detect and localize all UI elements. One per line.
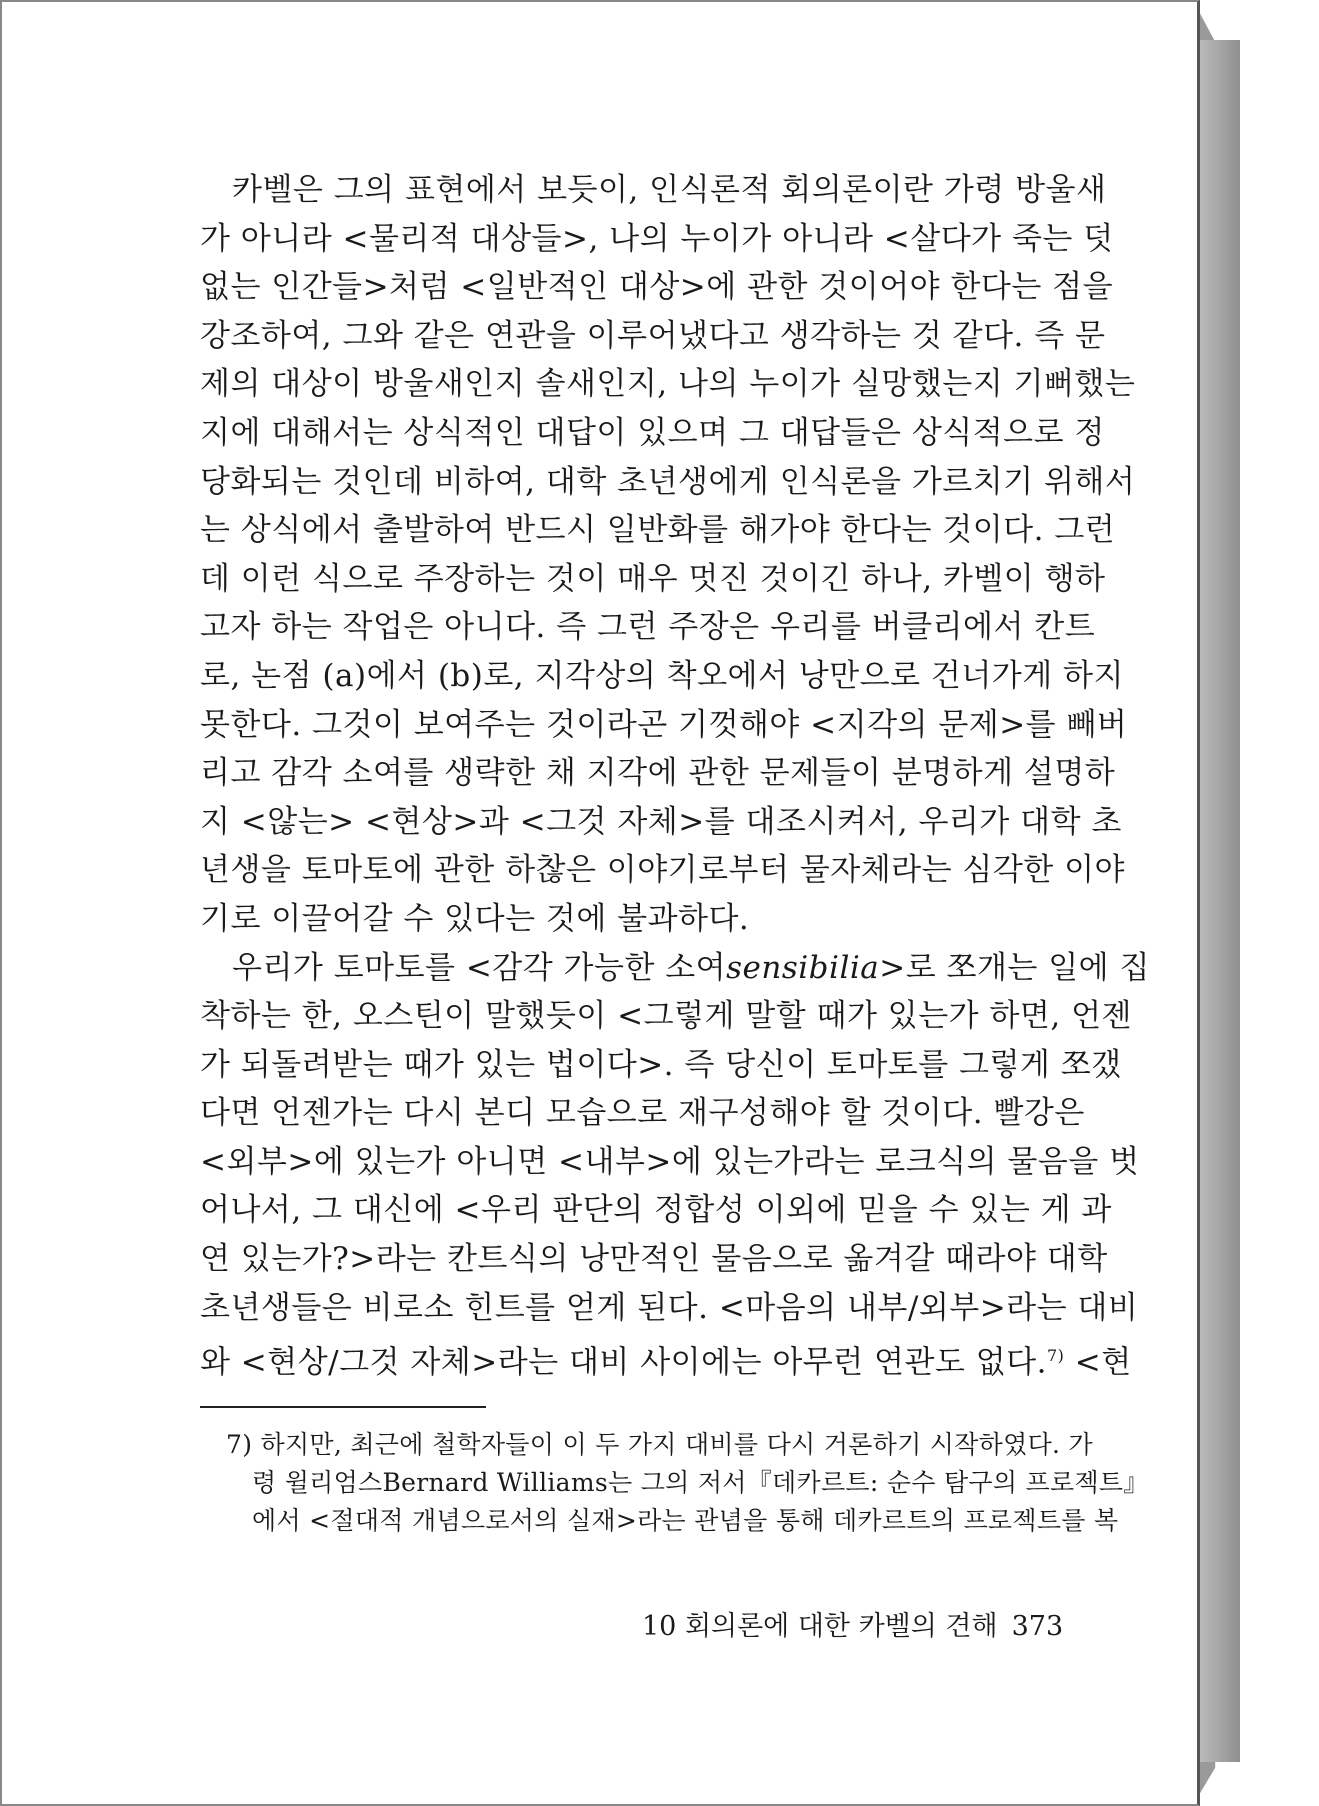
body-line: 고자 하는 작업은 아니다. 즉 그런 주장은 우리를 버클리에서 칸트 xyxy=(200,609,1096,646)
body-line: 강조하여, 그와 같은 연관을 이루어냈다고 생각하는 것 같다. 즉 문 xyxy=(200,317,1106,354)
body-line: 착하는 한, 오스틴이 말했듯이 <그렇게 말할 때가 있는가 하면, 언젠 xyxy=(200,998,1132,1035)
chapter-title: 10 회의론에 대한 카벨의 견해 xyxy=(642,1611,998,1642)
body-line: 다면 언젠가는 다시 본디 모습으로 재구성해야 할 것이다. 빨강은 xyxy=(200,1095,1085,1132)
body-line: 연 있는가?>라는 칸트식의 낭만적인 물음으로 옮겨갈 때라야 대학 xyxy=(200,1241,1108,1278)
italic-term: sensibilia xyxy=(726,949,880,986)
body-line: 못한다. 그것이 보여주는 것이라곤 기껏해야 <지각의 문제>를 빼버 xyxy=(200,706,1128,743)
body-line: 지 <않는> <현상>과 <그것 자체>를 대조시켜서, 우리가 대학 초 xyxy=(200,803,1122,840)
body-line: 당화되는 것인데 비하여, 대학 초년생에게 인식론을 가르치기 위해서 xyxy=(200,463,1136,500)
body-line: 카벨은 그의 표현에서 보듯이, 인식론적 회의론이란 가령 방울새 xyxy=(232,172,1107,208)
footnote-line: 에서 <절대적 개념으로서의 실재>라는 관념을 통해 데카르트의 프로젝트를 복 xyxy=(252,1506,1119,1535)
body-line: 로, 논점 (a)에서 (b)로, 지각상의 착오에서 낭만으로 건너가게 하지 xyxy=(200,657,1124,694)
page-number: 373 xyxy=(1011,1611,1064,1642)
body-line: <외부>에 있는가 아니면 <내부>에 있는가라는 로크식의 물음을 벗 xyxy=(200,1143,1140,1180)
body-line-head: 우리가 토마토를 <감각 가능한 소여 xyxy=(232,949,727,986)
footnote-reference[interactable]: 7) xyxy=(1046,1346,1065,1366)
body-line-text: 와 <현상/그것 자체>라는 대비 사이에는 아무런 연관도 없다. xyxy=(200,1344,1047,1381)
body-line-end: <현 xyxy=(1064,1344,1132,1381)
body-line: 어나서, 그 대신에 <우리 판단의 정합성 이외에 믿을 수 있는 게 과 xyxy=(200,1192,1112,1229)
footnote-line: 령 윌리엄스Bernard Williams는 그의 저서『데카르트: 순수 탐구의 프로젝트』 xyxy=(252,1468,1149,1497)
running-footer xyxy=(642,1604,1064,1643)
body-line: 가 아니라 <물리적 대상들>, 나의 누이가 아니라 <살다가 죽는 덧 xyxy=(200,220,1114,257)
body-text xyxy=(200,166,1150,1381)
body-line: 년생을 토마토에 관한 하찮은 이야기로부터 물자체라는 심각한 이야 xyxy=(200,852,1125,889)
footnote-line: 7) 하지만, 최근에 철학자들이 이 두 가지 대비를 다시 거론하기 시작하였다. 가 xyxy=(226,1430,1093,1459)
body-line: 리고 감각 소여를 생략한 채 지각에 관한 문제들이 분명하게 설명하 xyxy=(200,755,1116,792)
page-stack-edge xyxy=(1198,40,1240,1762)
body-line-tail: >로 쪼개는 일에 집 xyxy=(879,949,1150,986)
body-line-with-italic xyxy=(200,944,1150,993)
footnotes xyxy=(226,1426,1149,1540)
body-line: 데 이런 식으로 주장하는 것이 매우 멋진 것이긴 하나, 카벨이 행하 xyxy=(200,560,1106,597)
body-line: 기로 이끌어갈 수 있다는 것에 불과하다. xyxy=(200,900,750,937)
body-line: 는 상식에서 출발하여 반드시 일반화를 해가야 한다는 것이다. 그런 xyxy=(200,512,1116,549)
body-line: 가 되돌려받는 때가 있는 법이다>. 즉 당신이 토마토를 그렇게 쪼갰 xyxy=(200,1046,1122,1083)
body-line-footnote-ref xyxy=(200,1332,1132,1381)
body-line: 초년생들은 비로소 힌트를 얻게 된다. <마음의 내부/외부>라는 대비 xyxy=(200,1289,1139,1326)
body-line: 없는 인간들>처럼 <일반적인 대상>에 관한 것이어야 한다는 점을 xyxy=(200,269,1114,306)
body-line: 지에 대해서는 상식적인 대답이 있으며 그 대답들은 상식적으로 정 xyxy=(200,414,1105,451)
body-line: 제의 대상이 방울새인지 솔새인지, 나의 누이가 실망했는지 기뻐했는 xyxy=(200,366,1136,403)
footnote-divider xyxy=(200,1406,486,1408)
